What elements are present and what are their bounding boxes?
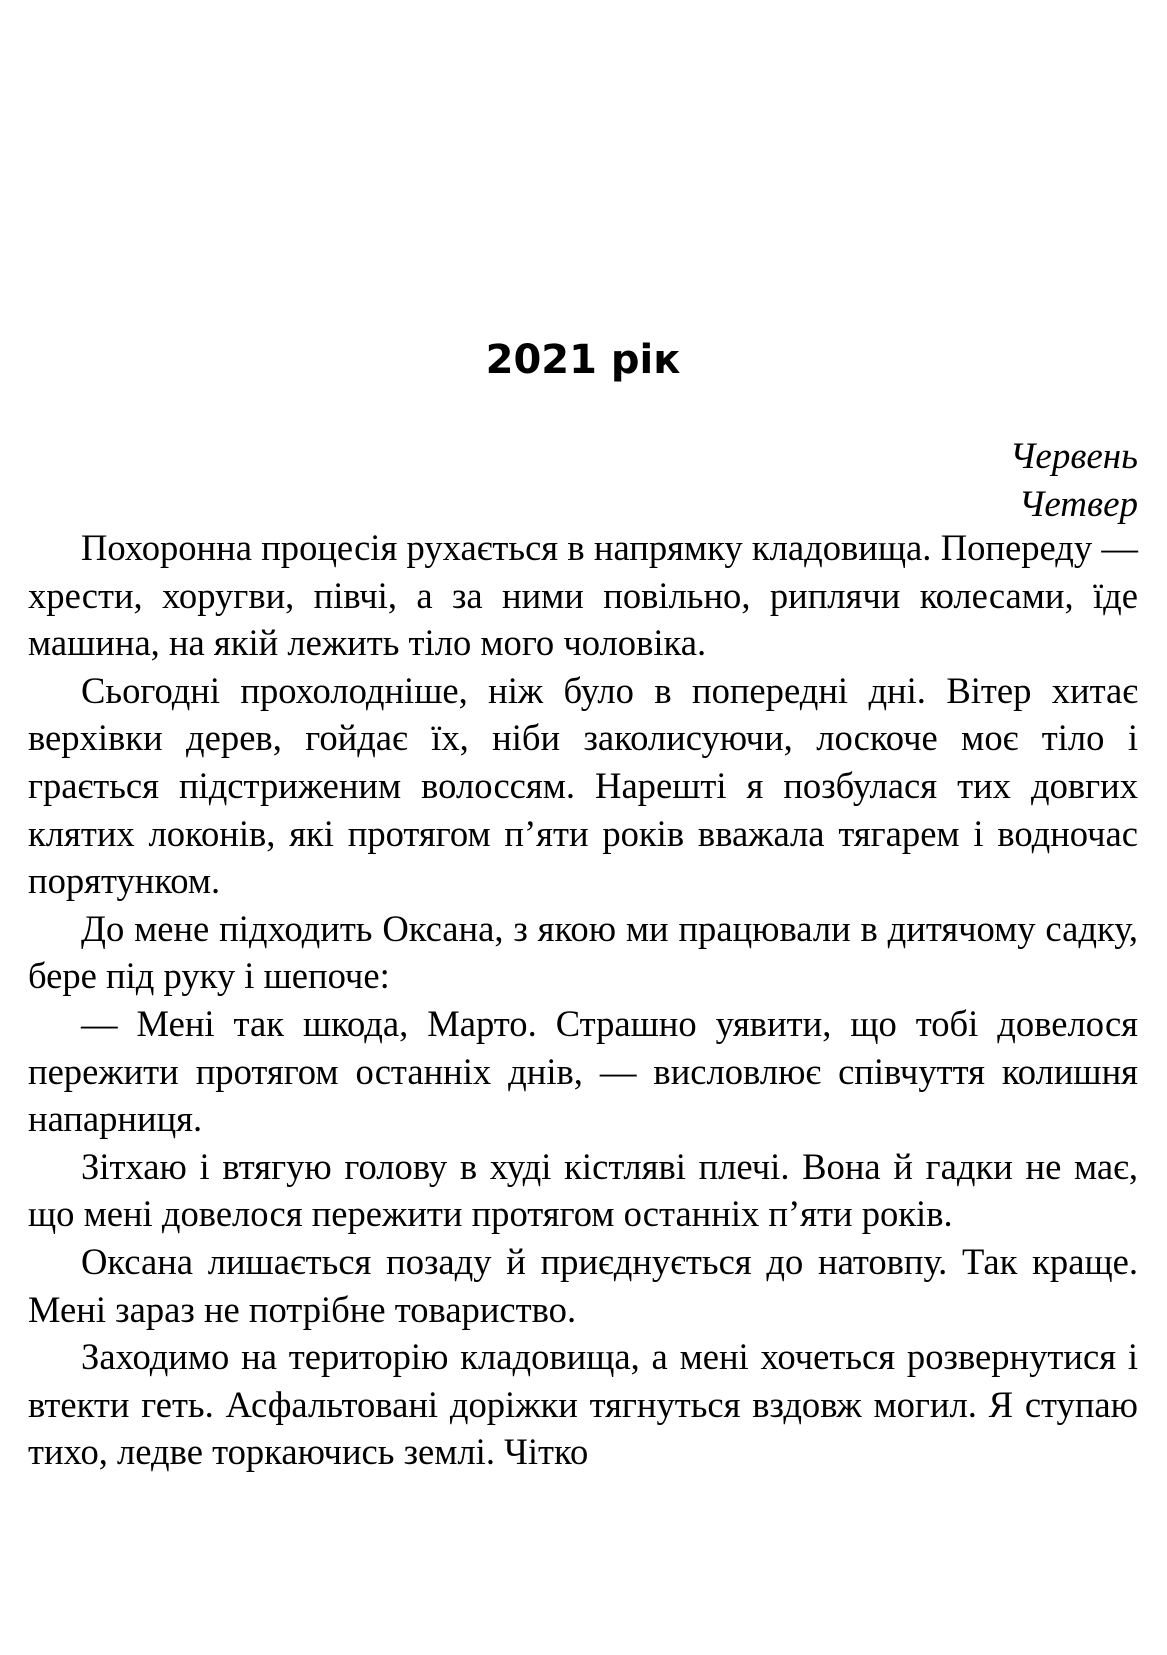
paragraph: Зітхаю і втягую голову в худі кістляві плечі. Вона й гадки не має, що мені довелося пережити протягом останніх п’яти років. — [28, 1145, 1138, 1235]
paragraph: Сьогодні прохолодніше, ніж було в попередні дні. Вітер хитає верхівки дерев, гойдає їх, ніби заколисуючи, лоскоче моє тіло і грається підстриженим волоссям. Нарешті я позбулася тих довгих клятих локонів, які протягом п’яти років вважала тягарем і водночас порятунком. — [28, 669, 1138, 902]
book-page — [28, 0, 1138, 1655]
paragraph: Похоронна процесія рухається в напрямку кладовища. Попереду — хрести, хоругви, півчі, а за ними повільно, риплячи колесами, їде машина, на якій лежить тіло мого чоловіка. — [28, 527, 1138, 664]
paragraph: Оксана лишається позаду й приєднується до натовпу. Так краще. Мені зараз не потрібне товариство. — [28, 1240, 1138, 1330]
paragraph: До мене підходить Оксана, з якою ми працювали в дитячому садку, бере під руку і шепоче: — [28, 907, 1138, 997]
body-text — [28, 524, 1138, 1476]
chapter-title: 2021 рік — [485, 337, 681, 383]
dateline-month: Червень — [1009, 436, 1138, 477]
paragraph: — Мені так шкода, Марто. Страшно уявити, що тобі довелося пережити протягом останніх днів, — висловлює співчуття колишня напарниця. — [28, 1002, 1138, 1140]
dateline — [1010, 433, 1138, 529]
paragraph: Заходимо на територію кладовища, а мені хочеться розвернутися і втекти геть. Асфальтовані доріжки тягнуться вздовж могил. Я ступаю тихо, ледве торкаючись землі. Чітко — [28, 1336, 1138, 1473]
dateline-weekday: Четвер — [1018, 484, 1138, 525]
